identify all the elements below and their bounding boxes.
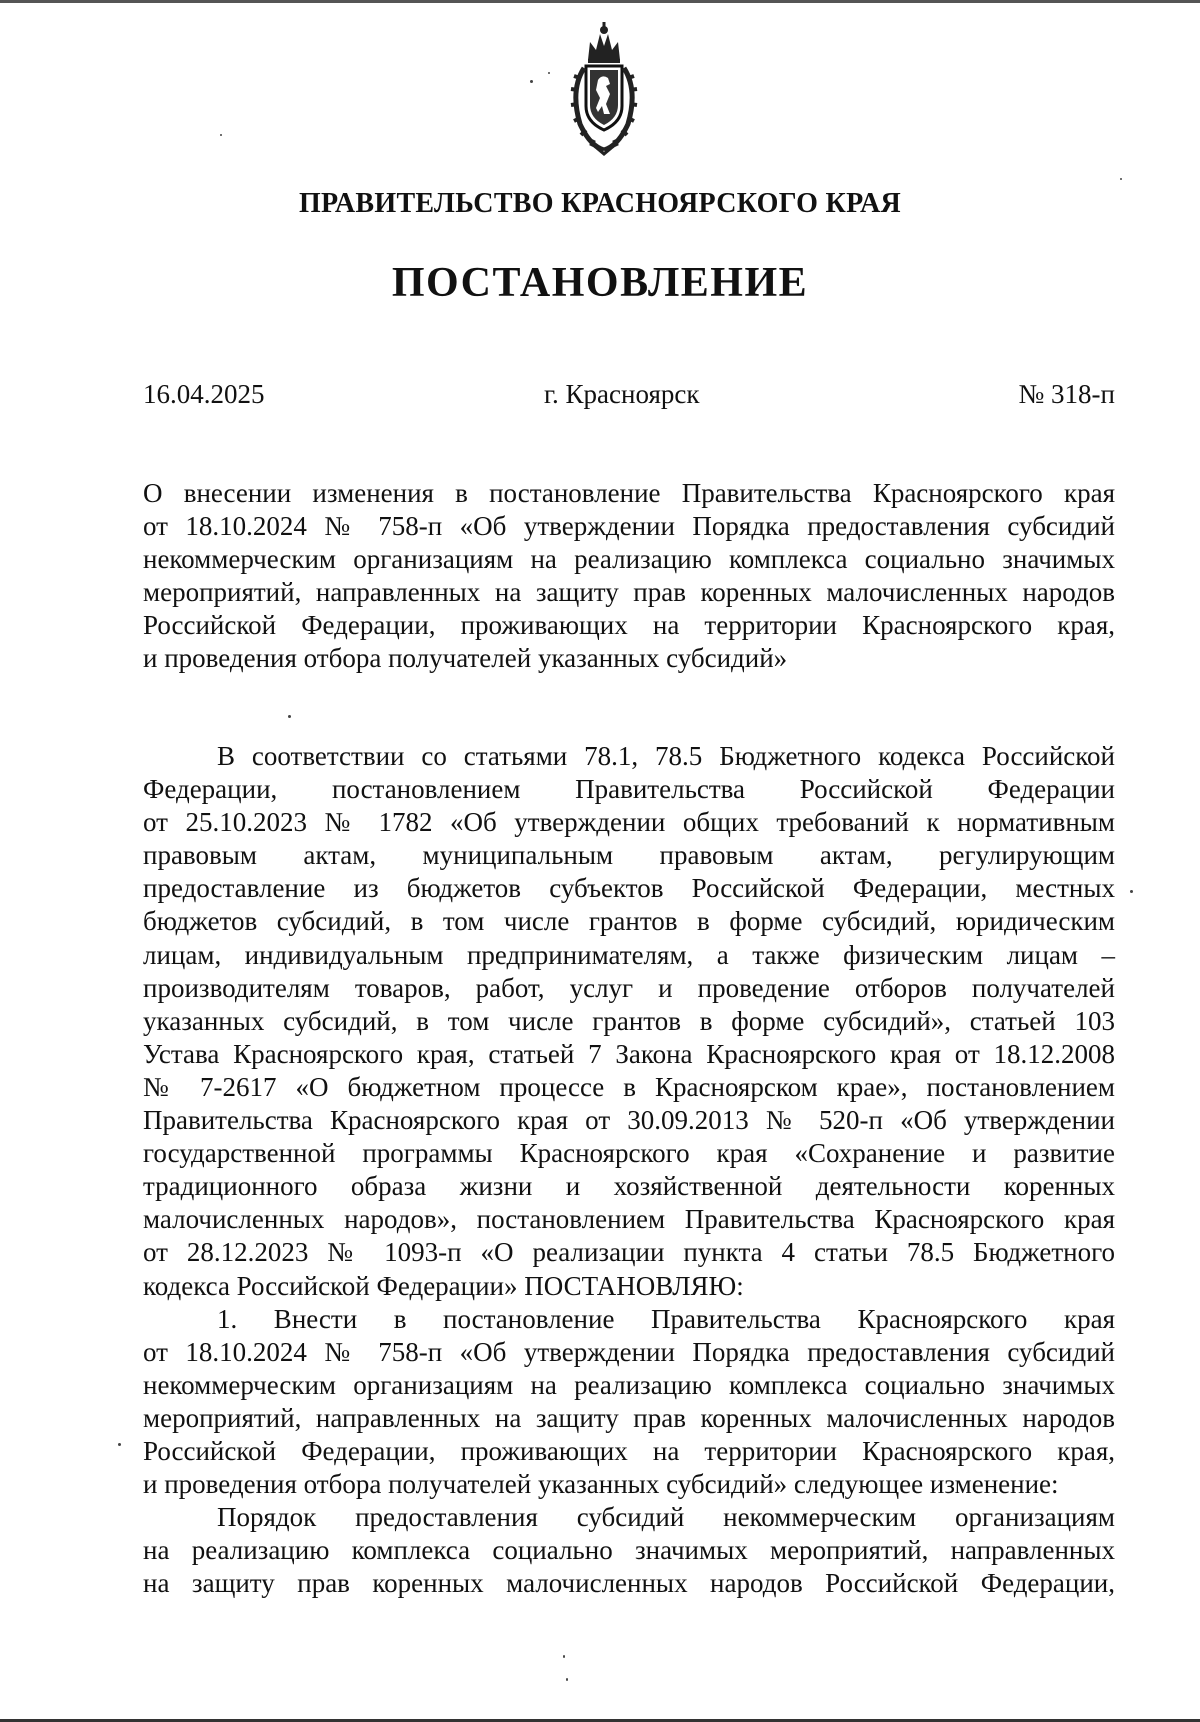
- scan-speck: [566, 1678, 568, 1681]
- body-line: на реализацию комплекса социально значимых мероприятий, направленных: [143, 1535, 1115, 1566]
- scan-speck: [1130, 890, 1133, 893]
- body-line: Правительства Красноярского края от 30.09.2013 № 520-п «Об утверждении: [143, 1105, 1115, 1136]
- scan-top-edge: [0, 0, 1200, 3]
- subject-line: от 18.10.2024 № 758-п «Об утверждении Порядка предоставления субсидий: [143, 511, 1115, 542]
- subject-line: мероприятий, направленных на защиту прав коренных малочисленных народов: [143, 577, 1115, 608]
- body-line: Федерации, постановлением Правительства Российской Федерации: [143, 774, 1115, 805]
- scan-speck: [288, 715, 291, 718]
- document-subject: [143, 477, 1115, 676]
- body-line: от 18.10.2024 № 758-п «Об утверждении Порядка предоставления субсидий: [143, 1336, 1115, 1367]
- document-body: [143, 740, 1115, 1600]
- document-type-heading: ПОСТАНОВЛЕНИЕ: [391, 260, 809, 306]
- body-line: бюджетов субсидий, в том числе грантов в форме субсидий, юридическим: [143, 906, 1115, 937]
- body-line: от 25.10.2023 № 1782 «Об утверждении общих требований к нормативным: [143, 807, 1115, 838]
- body-line: лицам, индивидуальным предпринимателям, а также физическим лицам –: [143, 939, 1115, 970]
- scan-speck: [563, 1655, 565, 1658]
- body-line: предоставление из бюджетов субъектов Российской Федерации, местных: [143, 873, 1115, 904]
- body-line: 1. Внести в постановление Правительства Красноярского края: [217, 1303, 1115, 1334]
- document-city: г. Красноярск: [544, 379, 700, 409]
- body-line: Российской Федерации, проживающих на территории Красноярского края,: [143, 1435, 1115, 1466]
- body-line: кодекса Российской Федерации» ПОСТАНОВЛЯЮ:: [143, 1270, 744, 1301]
- document-date: 16.04.2025: [143, 379, 265, 409]
- body-line: мероприятий, направленных на защиту прав коренных малочисленных народов: [143, 1402, 1115, 1433]
- body-line: Устава Красноярского края, статьей 7 Закона Красноярского края от 18.12.2008: [143, 1038, 1115, 1069]
- body-line: некоммерческим организациям на реализацию комплекса социально значимых: [143, 1369, 1115, 1400]
- organization-title: ПРАВИТЕЛЬСТВО КРАСНОЯРСКОГО КРАЯ: [298, 188, 902, 219]
- subject-line: и проведения отбора получателей указанных субсидий»: [143, 643, 788, 674]
- body-line: от 28.12.2023 № 1093-п «О реализации пункта 4 статьи 78.5 Бюджетного: [143, 1237, 1115, 1268]
- body-line: на защиту прав коренных малочисленных народов Российской Федерации,: [143, 1568, 1115, 1599]
- scan-speck: [530, 80, 533, 83]
- body-line: № 7-2617 «О бюджетном процессе в Красноярском крае», постановлением: [143, 1071, 1115, 1102]
- body-line: В соответствии со статьями 78.1, 78.5 Бюджетного кодекса Российской: [217, 741, 1115, 771]
- body-line: указанных субсидий, в том числе грантов в форме субсидий», статьей 103: [143, 1005, 1115, 1036]
- scan-speck: [220, 134, 222, 136]
- subject-line: Российской Федерации, проживающих на территории Красноярского края,: [143, 610, 1115, 641]
- body-line: производителям товаров, работ, услуг и проведение отборов получателей: [143, 972, 1115, 1003]
- subject-line: некоммерческим организациям на реализацию комплекса социально значимых: [143, 544, 1115, 575]
- subject-line: О внесении изменения в постановление Правительства Красноярского края: [143, 478, 1115, 508]
- body-line: Порядок предоставления субсидий некоммерческим организациям: [217, 1502, 1115, 1533]
- scan-speck: [548, 72, 550, 74]
- body-line: государственной программы Красноярского края «Сохранение и развитие: [143, 1138, 1115, 1169]
- body-line: малочисленных народов», постановлением Правительства Красноярского края: [143, 1204, 1115, 1235]
- body-line: традиционного образа жизни и хозяйственной деятельности коренных: [143, 1171, 1115, 1202]
- coat-of-arms-emblem: [566, 20, 642, 156]
- body-line: и проведения отбора получателей указанных субсидий» следующее изменение:: [143, 1469, 1059, 1500]
- scan-speck: [1120, 178, 1122, 180]
- scan-speck: [118, 1443, 121, 1446]
- body-line: правовым актам, муниципальным правовым актам, регулирующим: [143, 840, 1115, 871]
- document-number: № 318-п: [1018, 379, 1115, 409]
